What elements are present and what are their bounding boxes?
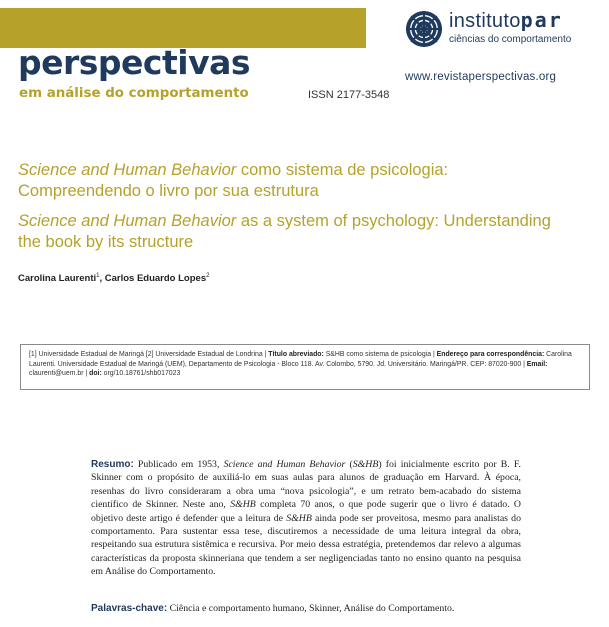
short-title-label: Título abreviado:: [268, 351, 324, 358]
institute-logo: [405, 10, 571, 48]
author-separator: ,: [99, 273, 105, 285]
title-en-rest: as a system of psychology: Understanding: [236, 212, 551, 230]
abstract-italic-4: S&HB: [286, 512, 312, 524]
abstract-text-2: (: [345, 459, 353, 470]
doi-value[interactable]: org/10.18761/shb017023: [101, 370, 181, 378]
institute-name: [449, 10, 571, 31]
institute-tagline: ciências do comportamento: [449, 34, 572, 45]
header-band: [0, 8, 366, 48]
address-value: Carolina Laurenti. Universidade Estadual de Maringá (UEM), Departamento de Psicologia - Bloco 118. Av. Colombo, 5790. Jd. Universitário. Maringá/PR. CEP: 87020-900 |: [29, 351, 572, 368]
title-en-book: Science and Human Behavior: [18, 212, 237, 230]
institute-name-suffix: par: [520, 8, 563, 32]
magazine-title: perspectivas: [18, 43, 250, 82]
author-2: Carlos Eduardo Lopes: [104, 273, 207, 285]
website-link[interactable]: www.revistaperspectivas.org: [405, 71, 557, 83]
title-pt-line2: Compreendendo o livro por sua estrutura: [18, 182, 319, 200]
abstract-text-1: Publicado em 1953,: [133, 459, 224, 470]
authors: [18, 273, 209, 284]
abstract-label: Resumo:: [91, 459, 134, 470]
abstract-text-5: ainda pode ser proveitosa, mesmo para analistas do comportamento. Para sustentar essa tese, discutiremos a necessidade de uma leitura integral da obra, respeitando sua estrutura sistêmica e recursiva. Por meio dessa estratégia, pretendemos dar relevo a algumas características da proposta skinneriana que tendem a ser negligenciadas tanto no ensino quanto na pesquisa em Análise do Comportamento.: [91, 512, 521, 578]
author-2-affiliation-mark: 2: [206, 273, 210, 279]
abstract-text-4: completa 70 anos, o que pode sugerir que o livro é datado. O objetivo deste artigo é defender que a leitura de: [91, 499, 521, 524]
abstract: [91, 458, 521, 579]
institute-logo-icon: [405, 10, 443, 48]
keywords-value: Ciência e comportamento humano, Skinner, Análise do Comportamento.: [167, 603, 455, 614]
author-1-affiliation-mark: 1: [96, 273, 100, 279]
keywords: [91, 602, 531, 615]
abstract-italic-3: S&HB: [230, 499, 256, 511]
abstract-italic-2: S&HB: [352, 459, 379, 470]
short-title-value: S&HB como sistema de psicologia |: [323, 351, 437, 358]
doi-label: doi:: [89, 370, 102, 378]
author-1: Carolina Laurenti: [18, 273, 97, 285]
title-pt-book: Science and Human Behavior: [18, 161, 237, 179]
affiliation-institutions: [1] Universidade Estadual de Maringá [2] Universidade Estadual de Londrina |: [29, 351, 269, 358]
article-title-portuguese: [18, 160, 448, 202]
email-value[interactable]: claurenti@uem.br |: [29, 370, 90, 378]
title-en-line2: the book by its structure: [18, 233, 194, 251]
abstract-italic-1: Science and Human Behavior: [223, 459, 346, 470]
abstract-text-3: ) foi inicialmente escrito por B. F. Skinner com o propósito de auxiliá-lo em suas aulas para alunos de graduação em Harvard. À época, resenhas do livro consideraram a obra uma “nova psicologia”, e um retrato bem-acabado do sistema científico de Skinner. Neste ano,: [91, 459, 521, 511]
address-label: Endereço para correspondência:: [436, 351, 545, 358]
title-pt-rest: como sistema de psicologia:: [236, 161, 449, 179]
keywords-label: Palavras-chave:: [91, 603, 168, 614]
institute-name-prefix: instituto: [449, 10, 521, 32]
email-label: Email:: [526, 360, 548, 368]
issn: ISSN 2177-3548: [308, 89, 390, 101]
article-title-english: [18, 211, 551, 253]
affiliation-box: [20, 344, 590, 390]
magazine-subtitle: em análise do comportamento: [19, 86, 249, 101]
